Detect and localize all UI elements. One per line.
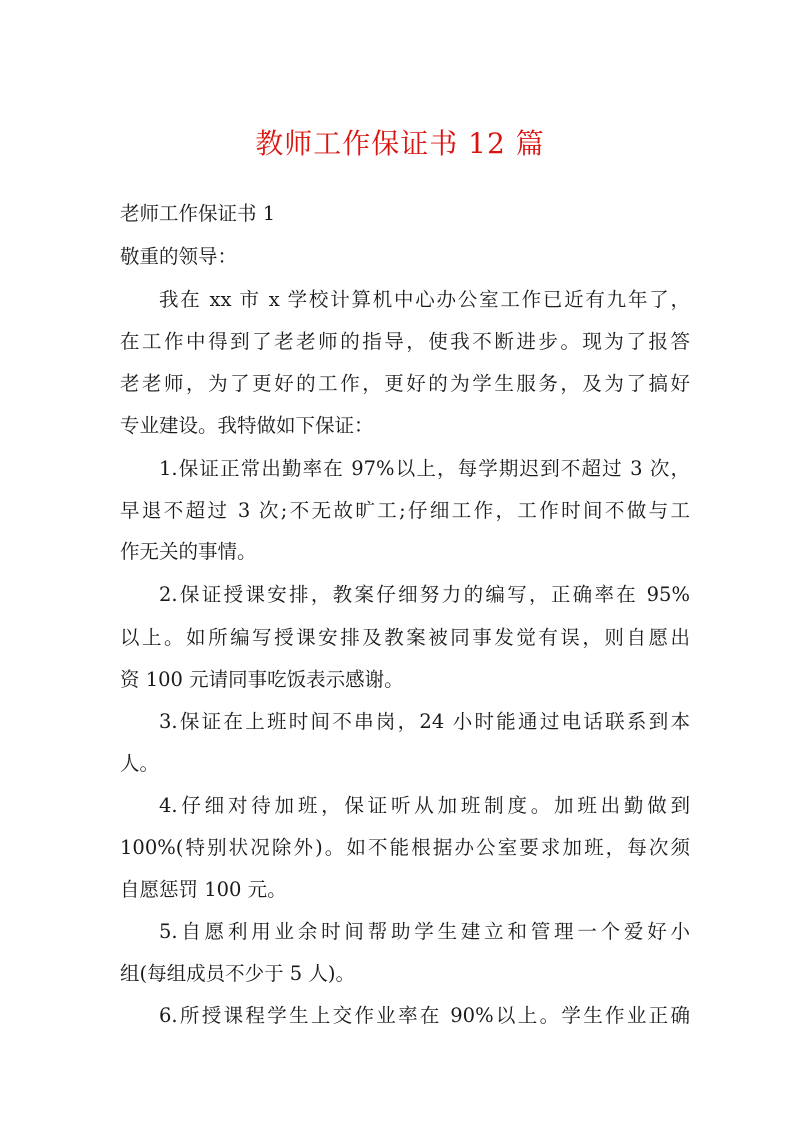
document-title: 教师工作保证书 12 篇 bbox=[255, 127, 545, 160]
paragraph-line: 老老师，为了更好的工作，更好的为学生服务，及为了搞好 bbox=[120, 372, 690, 395]
paragraph-line: 4.仔细对待加班，保证听从加班制度。加班出勤做到 bbox=[159, 794, 690, 817]
paragraph-line: 我在 xx 市 x 学校计算机中心办公室工作已近有九年了， bbox=[159, 288, 690, 311]
paragraph-line: 在工作中得到了老老师的指导，使我不断进步。现为了报答 bbox=[120, 330, 690, 353]
paragraph-line: 6.所授课程学生上交作业率在 90%以上。学生作业正确 bbox=[159, 1004, 690, 1027]
paragraph-line: 专业建设。我特做如下保证： bbox=[120, 414, 374, 437]
paragraph-line: 2.保证授课安排，教案仔细努力的编写，正确率在 95% bbox=[159, 583, 690, 606]
paragraph-line: 资 100 元请同事吃饭表示感谢。 bbox=[120, 668, 404, 691]
paragraph-line: 组(每组成员不少于 5 人)。 bbox=[120, 962, 356, 985]
paragraph-line: 3.保证在上班时间不串岗，24 小时能通过电话联系到本 bbox=[159, 710, 690, 733]
paragraph-line: 100%(特别状况除外)。如不能根据办公室要求加班，每次须 bbox=[120, 836, 690, 859]
section-heading: 老师工作保证书 1 bbox=[120, 202, 276, 225]
paragraph-line: 以上。如所编写授课安排及教案被同事发觉有误，则自愿出 bbox=[120, 626, 690, 649]
paragraph-line: 人。 bbox=[120, 752, 160, 775]
salutation: 敬重的领导： bbox=[120, 245, 238, 268]
paragraph-line: 早退不超过 3 次;不无故旷工;仔细工作，工作时间不做与工 bbox=[120, 499, 690, 522]
paragraph-line: 5.自愿利用业余时间帮助学生建立和管理一个爱好小 bbox=[159, 920, 690, 943]
paragraph-line: 自愿惩罚 100 元。 bbox=[120, 878, 287, 901]
paragraph-line: 作无关的事情。 bbox=[120, 540, 257, 563]
paragraph-line: 1.保证正常出勤率在 97%以上，每学期迟到不超过 3 次， bbox=[159, 457, 690, 480]
